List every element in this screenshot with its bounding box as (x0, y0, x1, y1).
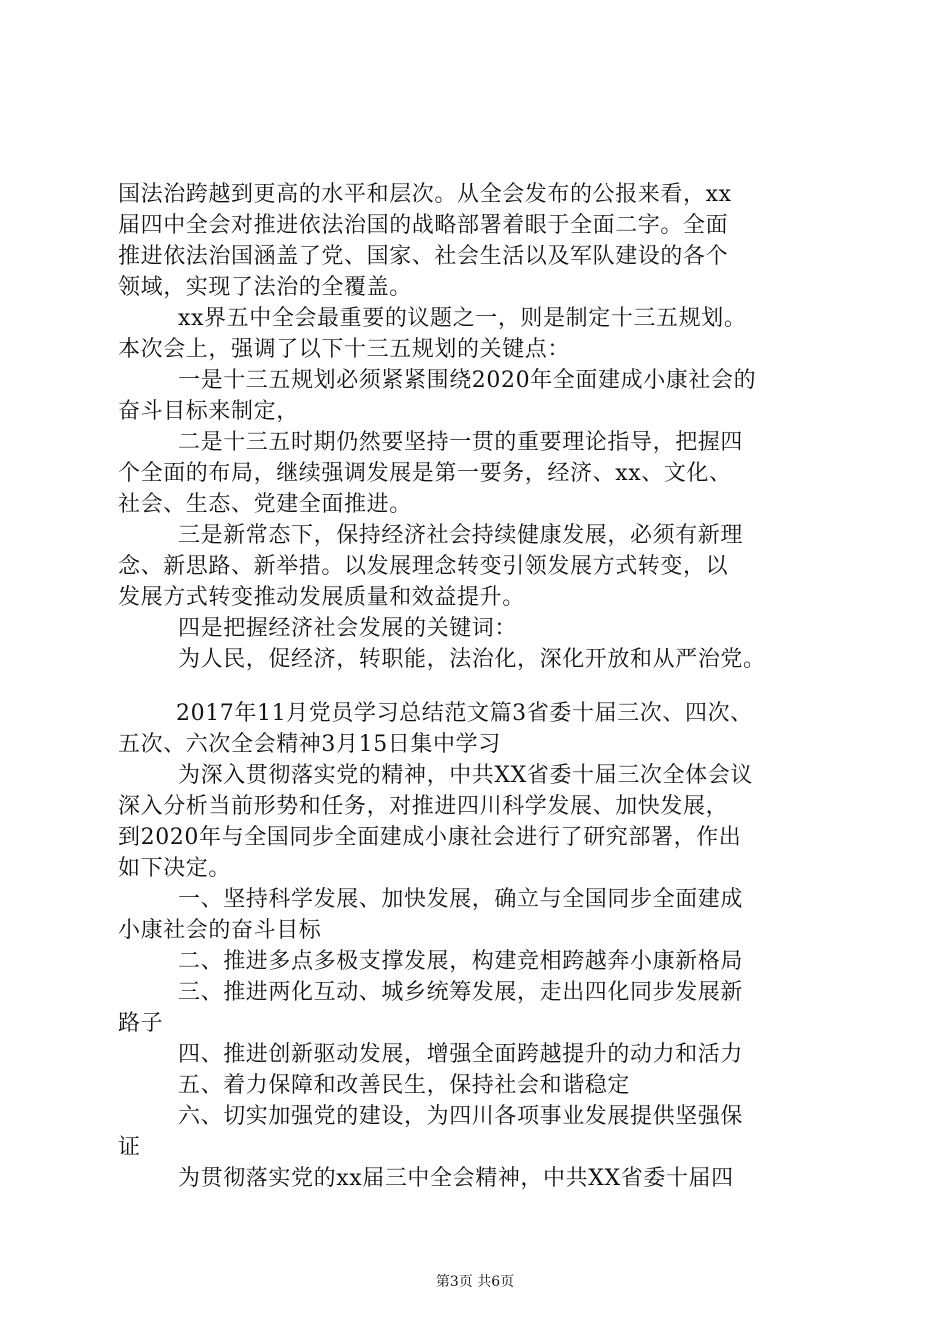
body-line: 念、新思路、新举措。以发展理念转变引领发展方式转变，以 (118, 554, 729, 579)
body-line: 到2020年与全国同步全面建成小康社会进行了研究部署，作出 (118, 825, 742, 850)
list-item: 三、推进两化互动、城乡统筹发展，走出四化同步发展新 (178, 980, 744, 1005)
body-line: 届四中全会对推进依法治国的战略部署着眼于全面二字。全面 (118, 213, 729, 238)
body-line: 社会、生态、党建全面推进。 (118, 492, 412, 517)
body-line: 发展方式转变推动发展质量和效益提升。 (118, 585, 525, 610)
list-item: 五、着力保障和改善民生，保持社会和谐稳定 (178, 1073, 631, 1098)
body-line: 推进依法治国涵盖了党、国家、社会生活以及军队建设的各个 (118, 244, 729, 269)
list-item: 六、切实加强党的建设，为四川各项事业发展提供坚强保 (178, 1104, 744, 1129)
body-line: 本次会上，强调了以下十三五规划的关键点： (118, 337, 571, 362)
body-line: 深入分析当前形势和任务，对推进四川科学发展、加快发展， (118, 794, 729, 819)
page-number-footer: 第3页 共6页 (435, 1274, 515, 1290)
body-line: 三是新常态下，保持经济社会持续健康发展，必须有新理 (178, 523, 744, 548)
body-line: 国法治跨越到更高的水平和层次。从全会发布的公报来看，xx (118, 182, 732, 207)
body-line: 为人民，促经济，转职能，法治化，深化开放和从严治党。 (178, 647, 766, 672)
body-line: 一是十三五规划必须紧紧围绕2020年全面建成小康社会的 (178, 368, 757, 393)
list-item-continuation: 小康社会的奋斗目标 (118, 918, 322, 943)
body-line: 个全面的布局，继续强调发展是第一要务，经济、xx、文化、 (118, 461, 732, 486)
body-line: 领域，实现了法治的全覆盖。 (118, 275, 412, 300)
section-heading-line: 2017年11月党员学习总结范文篇3省委十届三次、四次、 (176, 701, 753, 726)
list-item: 四、推进创新驱动发展，增强全面跨越提升的动力和活力 (178, 1042, 744, 1067)
body-line: xx界五中全会最重要的议题之一，则是制定十三五规划。 (178, 306, 747, 331)
body-line: 奋斗目标来制定， (118, 399, 299, 424)
body-line: 为贯彻落实党的xx届三中全会精神，中共XX省委十届四 (178, 1166, 734, 1191)
body-line: 如下决定。 (118, 856, 232, 881)
body-line: 四是把握经济社会发展的关键词： (178, 616, 518, 641)
list-item-continuation: 证 (118, 1135, 141, 1160)
list-item-continuation: 路子 (118, 1011, 164, 1036)
body-line: 二是十三五时期仍然要坚持一贯的重要理论指导，把握四 (178, 430, 744, 455)
list-item: 一、坚持科学发展、加快发展，确立与全国同步全面建成 (178, 887, 744, 912)
list-item: 二、推进多点多极支撑发展，构建竞相跨越奔小康新格局 (178, 949, 744, 974)
body-line: 为深入贯彻落实党的精神，中共XX省委十届三次全体会议 (178, 763, 753, 788)
section-heading-line: 五次、六次全会精神3月15日集中学习 (118, 732, 501, 757)
